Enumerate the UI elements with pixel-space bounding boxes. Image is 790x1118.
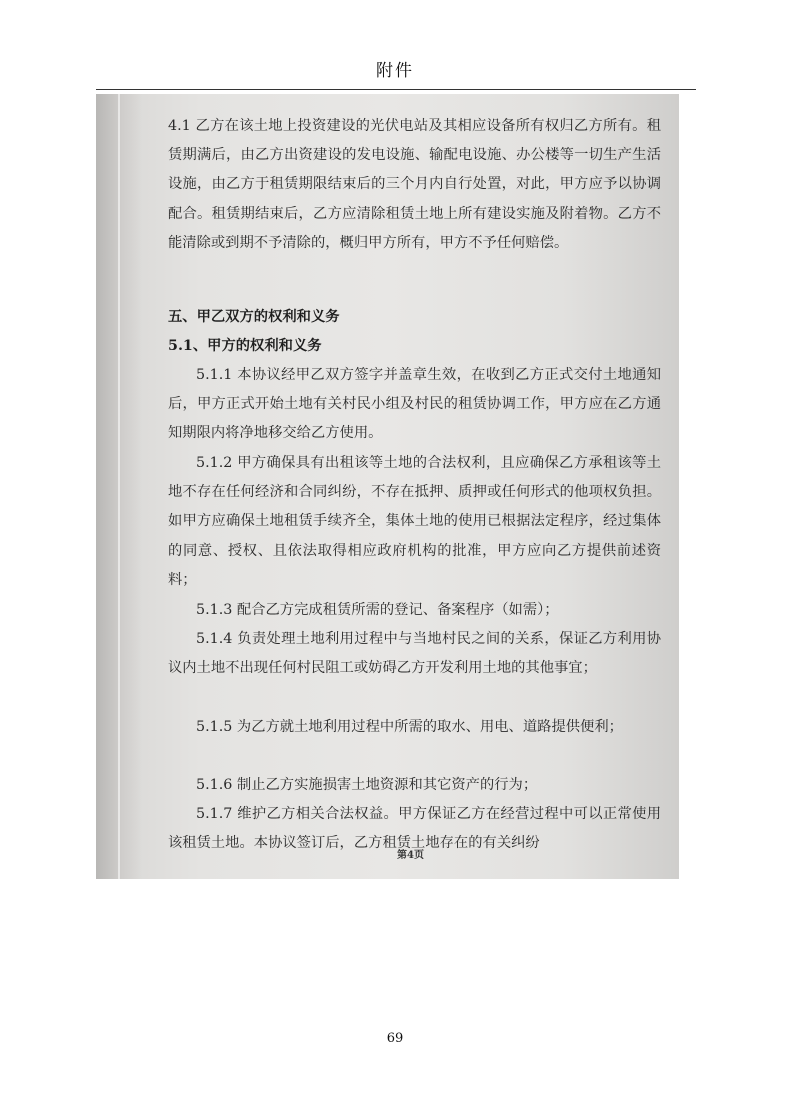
- clause-5-1-7: 5.1.7 维护乙方相关合法权益。甲方保证乙方在经营过程中可以正常使用该租赁土地。本协议签订后，乙方租赁土地存在的有关纠纷: [168, 806, 661, 852]
- clause-5-1-6: 5.1.6 制止乙方实施损害土地资源和其它资产的行为；: [196, 777, 538, 793]
- scanned-page-photo: [96, 94, 679, 879]
- clause-5-1-3: 5.1.3 配合乙方完成租赁所需的登记、备案程序（如需）；: [196, 602, 559, 618]
- page-number: 69: [386, 1031, 404, 1046]
- clause-5-1-1: 5.1.1 本协议经甲乙双方签字并盖章生效，在收到乙方正式交付土地通知后，甲方正式开始土地有关村民小组及村民的租赁协调工作，甲方应在乙方通知期限内将净地移交给乙方使用。: [168, 367, 661, 442]
- binding-shadow: [96, 94, 142, 879]
- section-5-heading: 五、甲乙双方的权利和义务: [168, 309, 340, 325]
- inner-page-label: 第4页: [397, 850, 424, 861]
- paper-sheet: [142, 94, 679, 879]
- clause-4-1: 4.1 乙方在该土地上投资建设的光伏电站及其相应设备所有权归乙方所有。租赁期满后，由乙方出资建设的发电设施、输配电设施、办公楼等一切生产生活设施，由乙方于租赁期限结束后的三个月内自行处置，对此，甲方应予以协调配合。租赁期结束后，乙方应清除租赁土地上所有建设实施及附着物。乙方不能清除或到期不予清除的，概归甲方所有，甲方不予任何赔偿。: [168, 118, 661, 251]
- header-rule: [96, 89, 696, 90]
- clause-5-1-5: 5.1.5 为乙方就土地利用过程中所需的取水、用电、道路提供便利；: [196, 719, 623, 735]
- header-title: 附件: [376, 61, 414, 81]
- clause-5-1-2: 5.1.2 甲方确保具有出租该等土地的合法权利，且应确保乙方承租该等土地不存在任何经济和合同纠纷，不存在抵押、质押或任何形式的他项权负担。如甲方应确保土地租赁手续齐全，集体土地的使用已根据法定程序，经过集体的同意、授权、且依法取得相应政府机构的批准，甲方应向乙方提供前述资料；: [168, 455, 661, 588]
- subsection-5-1-heading: 5.1、甲方的权利和义务: [168, 338, 322, 354]
- clause-5-1-4: 5.1.4 负责处理土地利用过程中与当地村民之间的关系，保证乙方利用协议内土地不出现任何村民阻工或妨碍乙方开发利用土地的其他事宜；: [168, 631, 661, 677]
